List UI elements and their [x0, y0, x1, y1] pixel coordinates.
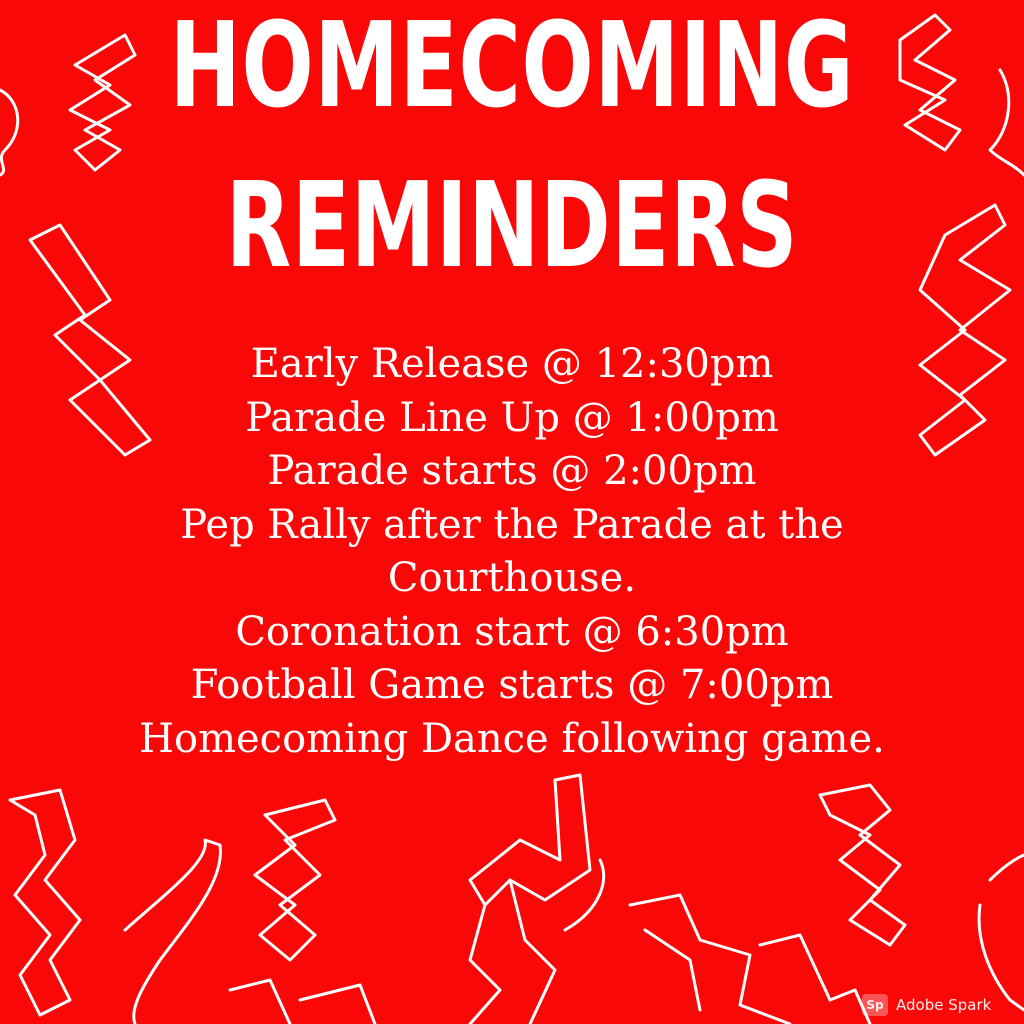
- ribbon-streamer-icon: [230, 980, 375, 1024]
- reminder-line: Early Release @ 12:30pm: [250, 341, 774, 387]
- adobe-spark-logo-icon: Sp: [862, 994, 888, 1016]
- adobe-spark-watermark[interactable]: [862, 986, 1024, 1024]
- reminder-line: Courthouse.: [387, 555, 637, 601]
- ribbon-streamer-icon: [0, 90, 18, 175]
- ribbon-streamer-icon: [125, 840, 220, 1024]
- reminder-line: Parade Line Up @ 1:00pm: [245, 394, 779, 441]
- reminder-line: Coronation start @ 6:30pm: [235, 608, 789, 655]
- reminder-line: Football Game starts @ 7:00pm: [190, 662, 834, 708]
- reminders-list: [60, 338, 964, 766]
- ribbon-streamer-icon: [900, 15, 960, 150]
- ribbon-streamer-icon: [990, 70, 1024, 175]
- ribbon-streamer-icon: [255, 800, 335, 960]
- reminder-line: Parade starts @ 2:00pm: [267, 448, 757, 494]
- ribbon-streamer-icon: [630, 895, 790, 1024]
- ribbon-streamer-icon: [70, 35, 135, 170]
- reminder-line: Pep Rally after the Parade at the: [180, 501, 844, 548]
- ribbon-streamer-icon: [820, 785, 905, 945]
- poster-title-line-2: REMINDERS: [225, 156, 799, 294]
- reminder-line: Homecoming Dance following game.: [139, 715, 885, 762]
- watermark-label: Adobe Spark: [896, 996, 992, 1014]
- ribbon-streamer-icon: [760, 935, 870, 1024]
- ribbon-streamer-icon: [565, 860, 604, 930]
- ribbon-streamer-icon: [10, 790, 80, 1015]
- ribbon-streamer-icon: [470, 775, 590, 905]
- poster-title-line-1: HOMECOMING: [169, 0, 855, 134]
